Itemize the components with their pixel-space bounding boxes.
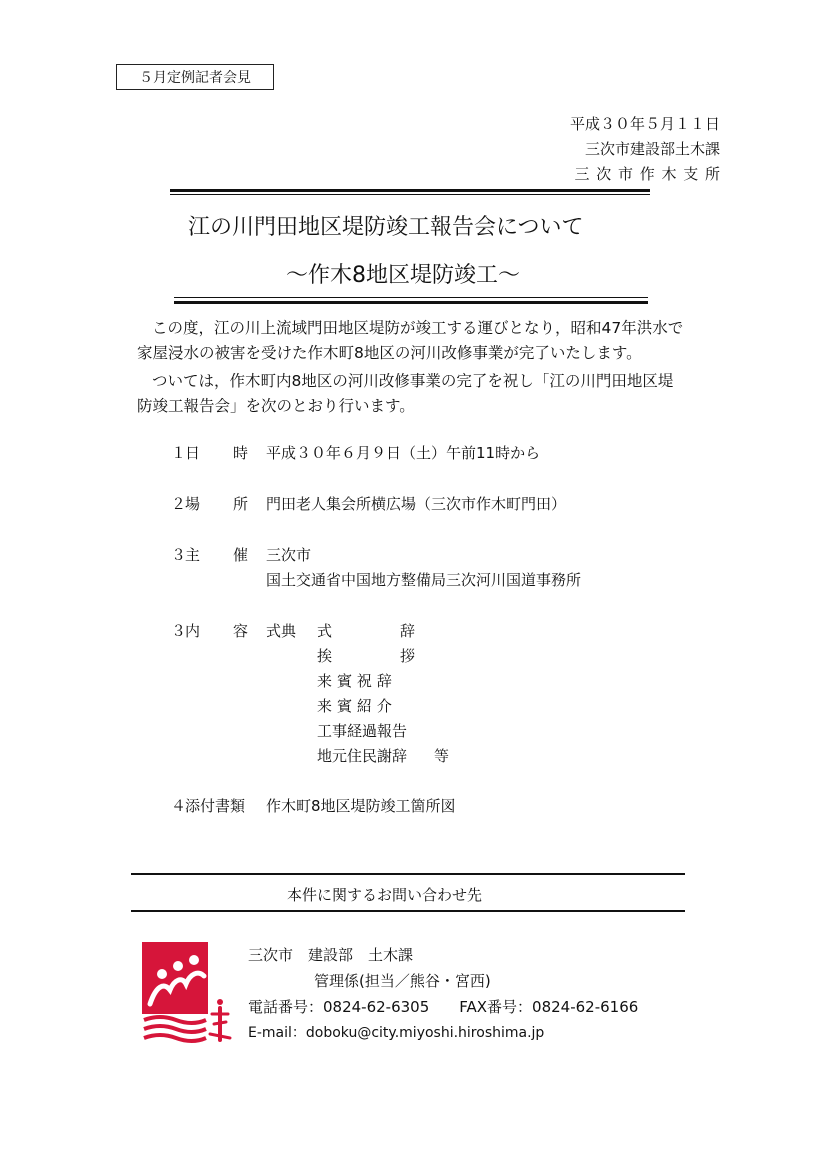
intro-p2-line1: ついては，作木町内8地区の河川改修事業の完了を祝し「江の川門田地区堤 — [152, 372, 674, 390]
program-item: 来賓祝辞 — [317, 672, 397, 690]
contact-rule-bottom — [131, 910, 685, 912]
intro-p1-line1: この度，江の川上流域門田地区堤防が竣工する運びとなり，昭和47年洪水で — [152, 319, 684, 337]
contact-caption: 本件に関するお問い合わせ先 — [287, 886, 483, 904]
page-title: 江の川門田地区堤防竣工報告会について — [188, 215, 584, 240]
program-item: 地元住民謝辞 等 — [317, 747, 450, 765]
program-item: 挨 拶 — [317, 647, 416, 665]
issue-date: 平成３０年５月１１日 — [569, 115, 720, 133]
item-content: ３内 容 式典 — [171, 622, 297, 640]
title-rule-top-thin — [170, 194, 650, 195]
contact-section: 管理係(担当／熊谷・宮西) — [314, 972, 491, 990]
contact-tel-fax: 電話番号：0824-62-6305 FAX番号：0824-62-6166 — [248, 998, 639, 1016]
miyoshi-city-logo-icon — [140, 940, 232, 1044]
title-rule-top — [170, 189, 650, 192]
item-host-2: 国土交通省中国地方整備局三次河川国道事務所 — [266, 571, 582, 589]
item-place: ２場 所 門田老人集会所横広場（三次市作木町門田） — [171, 495, 567, 513]
press-tag: ５月定例記者会見 — [116, 64, 274, 90]
issuer-dept: 三次市建設部土木課 — [584, 140, 720, 158]
item-host: ３主 催 三次市 — [171, 546, 312, 564]
intro-p1-line2: 家屋浸水の被害を受けた作木町8地区の河川改修事業が完了いたします。 — [137, 344, 642, 362]
program-item: 工事経過報告 — [317, 722, 408, 740]
contact-org: 三次市 建設部 土木課 — [248, 946, 414, 964]
title-rule-bottom-thin — [174, 297, 648, 298]
intro-p2-line2: 防竣工報告会」を次のとおり行います。 — [137, 397, 415, 415]
contact-email[interactable]: E-mail：doboku@city.miyoshi.hiroshima.jp — [248, 1025, 545, 1041]
item-datetime: １日 時 平成３０年６月９日（土）午前11時から — [171, 444, 541, 462]
issuer-branch: 三次市作木支所 — [574, 165, 727, 183]
item-attachment: ４添付書類 作木町8地区堤防竣工箇所図 — [171, 797, 456, 815]
title-rule-bottom — [174, 301, 648, 304]
program-item: 来賓紹介 — [317, 697, 397, 715]
program-item: 式 辞 — [317, 622, 416, 640]
page-subtitle: ～作木8地区堤防竣工～ — [286, 263, 520, 288]
contact-rule-top — [131, 873, 685, 875]
